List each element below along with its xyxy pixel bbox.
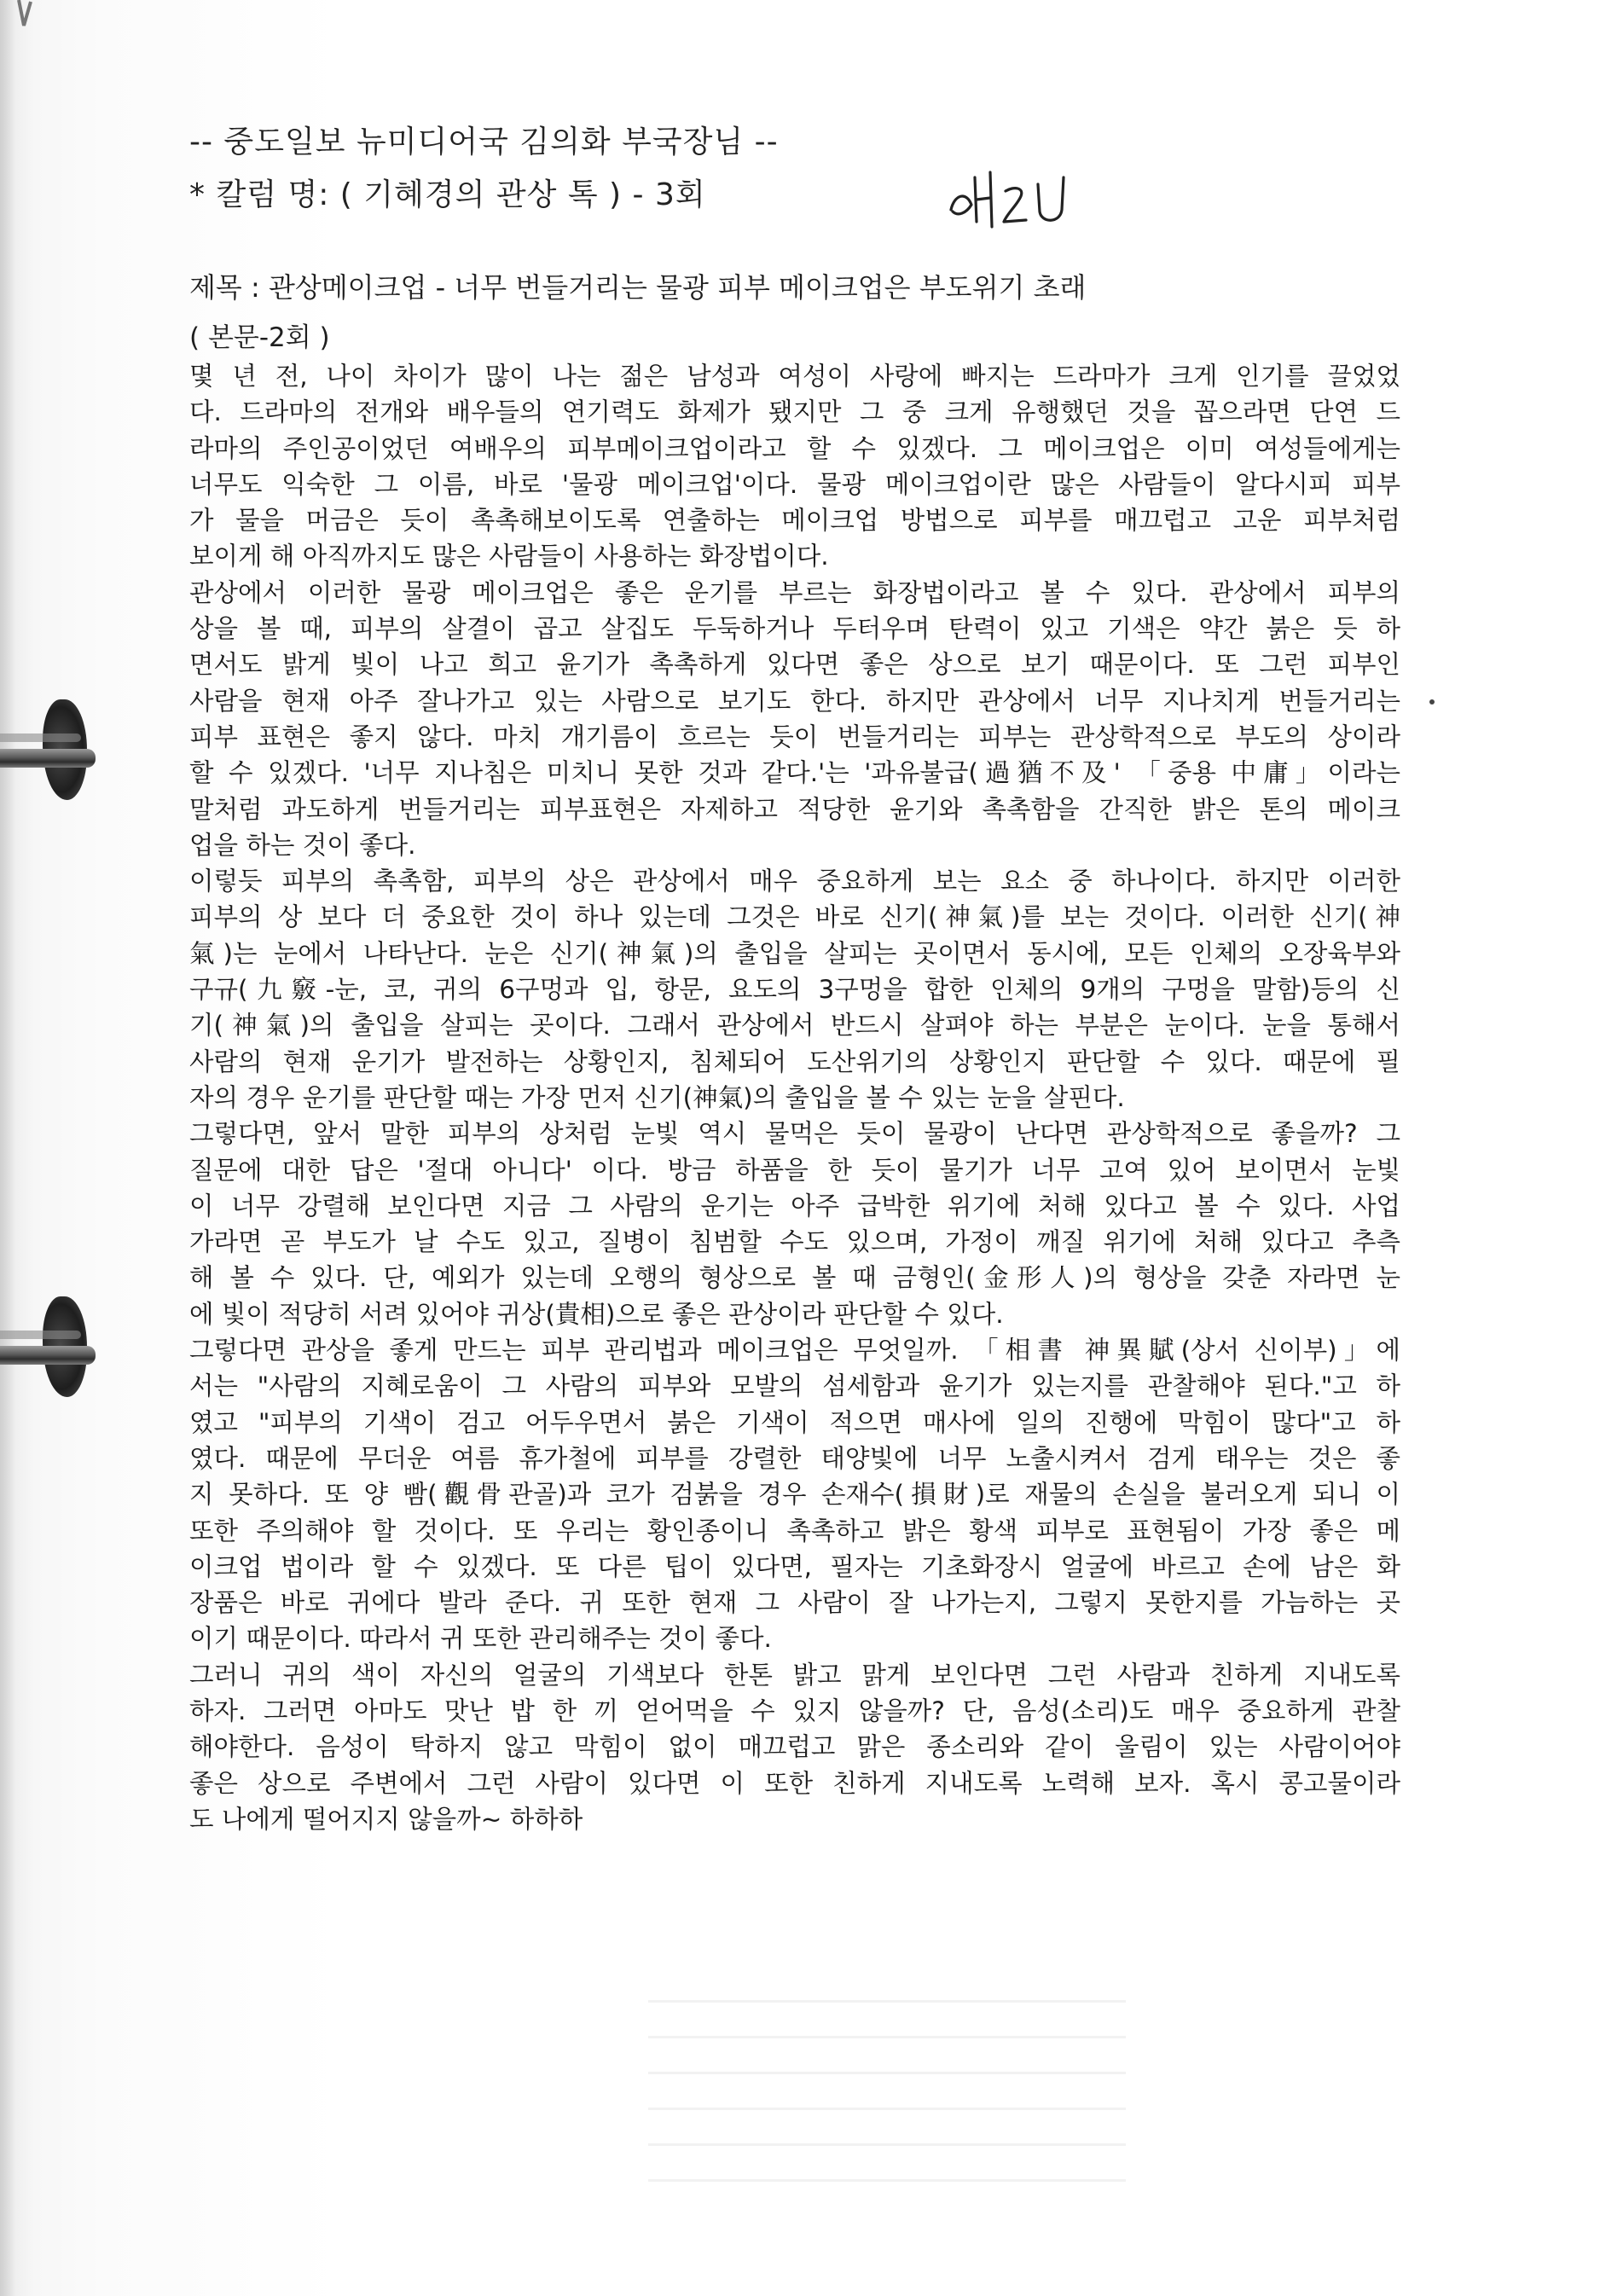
- body-line: 하자. 그러면 아마도 맛난 밥 한 끼 얻어먹을 수 있지 않을까? 단, 음성(소리)도 매우 중요하게 관찰: [189, 1696, 1400, 1725]
- body-line: 장품은 바로 귀에다 발라 준다. 귀 또한 현재 그 사람이 잘 나가는지, 그렇지 못한지를 가늠하는 곳: [189, 1588, 1400, 1618]
- body-line: 구규(九竅-눈, 코, 귀의 6구멍과 입, 항문, 요도의 3구멍을 합한 인체의 9개의 구멍을 말함)등의 신: [189, 975, 1400, 1005]
- body-line: 이 너무 강렬해 보인다면 지금 그 사람의 운기는 아주 급박한 위기에 처해 있다고 볼 수 있다. 사업: [189, 1191, 1400, 1220]
- body-line: 자의 경우 운기를 판단할 때는 가장 먼저 신기(神氣)의 출입을 볼 수 있는 눈을 살핀다.: [189, 1082, 1125, 1112]
- article-title: 제목 : 관상메이크업 - 너무 번들거리는 물광 피부 메이크업은 부도위기 초래: [189, 271, 1087, 304]
- header-column-name: * 칼럼 명: ( 기혜경의 관상 톡 ) - 3회: [189, 177, 706, 212]
- body-line: 피부의 상 보다 더 중요한 것이 하나 있는데 그것은 바로 신기(神氣)를 보는 것이다. 이러한 신기(神: [189, 902, 1400, 932]
- body-line: 몇 년 전, 나이 차이가 많이 나는 젊은 남성과 여성이 사랑에 빠지는 드라마가 크게 인기를 끌었었: [189, 362, 1400, 391]
- article-part-label: ( 본문-2회 ): [189, 322, 330, 353]
- body-line: 가라면 곧 부도가 날 수도 있고, 질병이 침범할 수도 있으며, 가정이 깨질 위기에 처해 있다고 추측: [189, 1227, 1400, 1257]
- body-line: 사람의 현재 운기가 발전하는 상황인지, 침체되어 도산위기의 상황인지 판단할 수 있다. 때문에 필: [189, 1047, 1400, 1076]
- page-edge-shadow: [0, 0, 15, 2296]
- body-line: 가 물을 머금은 듯이 촉촉해보이도록 연출하는 메이크업 방법으로 피부를 매끄럽고 고운 피부처럼: [189, 506, 1400, 536]
- body-line: 또한 주의해야 할 것이다. 또 우리는 황인종이니 촉촉하고 밝은 황색 피부로 표현됨이 가장 좋은 메: [189, 1516, 1400, 1545]
- body-line: 해 볼 수 있다. 단, 예외가 있는데 오행의 형상으로 볼 때 금형인(金形人)의 형상을 갖춘 자라면 눈: [189, 1263, 1400, 1293]
- body-line: 상을 볼 때, 피부의 살결이 곱고 살집도 두둑하거나 두터우며 탄력이 있고 기색은 약간 붉은 듯 하: [189, 614, 1400, 644]
- body-line: 질문에 대한 답은 '절대 아니다' 이다. 방금 하품을 한 듯이 물기가 너무 고여 있어 보이면서 눈빛: [189, 1155, 1400, 1185]
- body-line: 라마의 주인공이었던 여배우의 피부메이크업이라고 할 수 있겠다. 그 메이크업은 이미 여성들에게는: [189, 433, 1400, 463]
- body-line: 피부 표현은 좋지 않다. 마치 개기름이 흐르는 듯이 번들거리는 피부는 관상학적으로 부도의 상이라: [189, 722, 1400, 751]
- body-line: 기(神氣)의 출입을 살피는 곳이다. 그래서 관상에서 반드시 살펴야 하는 부분은 눈이다. 눈을 통해서: [189, 1011, 1400, 1041]
- body-line: 그렇다면, 앞서 말한 피부의 상처럼 눈빛 역시 물먹은 듯이 물광이 난다면 관상학적으로 좋을까? 그: [189, 1119, 1400, 1149]
- body-line: 할 수 있겠다. '너무 지나침은 미치니 못한 것과 같다.'는 '과유불급(過猶不及' 「중용 中庸」이라는: [189, 758, 1400, 788]
- body-line: 사람을 현재 아주 잘나가고 있는 사람으로 보기도 한다. 하지만 관상에서 너무 지나치게 번들거리는: [189, 686, 1400, 716]
- body-line: 보이게 해 아직까지도 많은 사람들이 사용하는 화장법이다.: [189, 542, 829, 571]
- body-line: 말처럼 과도하게 번들거리는 피부표현은 자제하고 적당한 윤기와 촉촉함을 간직한 밝은 톤의 메이크: [189, 794, 1400, 824]
- handwritten-note-signature: [942, 160, 1079, 237]
- body-line: 였다. 때문에 무더운 여름 휴가철에 피부를 강렬한 태양빛에 너무 노출시켜서 검게 태우는 것은 좋: [189, 1443, 1400, 1473]
- body-line: 서는 "사람의 지혜로움이 그 사람의 피부와 모발의 섬세함과 윤기가 있는지를 관찰해야 된다."고 하: [189, 1371, 1400, 1401]
- body-line: 그렇다면 관상을 좋게 만드는 피부 관리법과 메이크업은 무엇일까. 「相書 神異賦(상서 신이부)」에: [189, 1336, 1400, 1365]
- body-line: 도 나에게 떨어지지 않을까~ 하하하: [189, 1804, 583, 1834]
- body-line: 그러니 귀의 색이 자신의 얼굴의 기색보다 한톤 밝고 맑게 보인다면 그런 사람과 친하게 지내도록: [189, 1660, 1400, 1690]
- body-line: 이기 때문이다. 따라서 귀 또한 관리해주는 것이 좋다.: [189, 1624, 772, 1654]
- body-line: 면서도 밝게 빛이 나고 희고 윤기가 촉촉하게 있다면 좋은 상으로 보기 때문이다. 또 그런 피부인: [189, 650, 1400, 680]
- bleed-through-text: [648, 2000, 1126, 2188]
- header-contact-line: -- 중도일보 뉴미디어국 김의화 부국장님 --: [189, 125, 779, 159]
- body-line: 지 못하다. 또 양 빰(觀骨관골)과 코가 검붉을 경우 손재수(損財)로 재물의 손실을 불러오게 되니 이: [189, 1480, 1400, 1510]
- body-line: 해야한다. 음성이 탁하지 않고 막힘이 없이 매끄럽고 맑은 종소리와 같이 울림이 있는 사람이어야: [189, 1732, 1400, 1762]
- body-line: 관상에서 이러한 물광 메이크업은 좋은 운기를 부르는 화장법이라고 볼 수 있다. 관상에서 피부의: [189, 577, 1400, 607]
- body-line: 이렇듯 피부의 촉촉함, 피부의 상은 관상에서 매우 중요하게 보는 요소 중 하나이다. 하지만 이러한: [189, 867, 1400, 896]
- binder-ring-upper: [0, 699, 94, 802]
- binder-ring-lower: [0, 1296, 94, 1399]
- body-line: 였고 "피부의 기색이 검고 어두우면서 붉은 기색이 적으면 매사에 일의 진행에 막힘이 많다"고 하: [189, 1407, 1400, 1437]
- body-line: 너무도 익숙한 그 이름, 바로 '물광 메이크업'이다. 물광 메이크업이란 많은 사람들이 알다시피 피부: [189, 469, 1400, 499]
- article-body: [189, 358, 1400, 1837]
- body-line: 좋은 상으로 주변에서 그런 사람이 있다면 이 또한 친하게 지내도록 노력해 보자. 혹시 콩고물이라: [189, 1768, 1400, 1798]
- speck: [1429, 699, 1435, 704]
- body-line: 업을 하는 것이 좋다.: [189, 830, 416, 860]
- body-line: 이크업 법이라 할 수 있겠다. 또 다른 팁이 있다면, 필자는 기초화장시 얼굴에 바르고 손에 남은 화: [189, 1551, 1400, 1581]
- body-line: 다. 드라마의 전개와 배우들의 연기력도 화제가 됐지만 그 중 크게 유행했던 것을 꼽으라면 단연 드: [189, 397, 1400, 427]
- body-line: 에 빛이 적당히 서려 있어야 귀상(貴相)으로 좋은 관상이라 판단할 수 있다.: [189, 1299, 1004, 1329]
- staple-mark: [12, 0, 46, 34]
- body-line: 氣)는 눈에서 나타난다. 눈은 신기(神氣)의 출입을 살피는 곳이면서 동시에, 모든 인체의 오장육부와: [189, 938, 1400, 968]
